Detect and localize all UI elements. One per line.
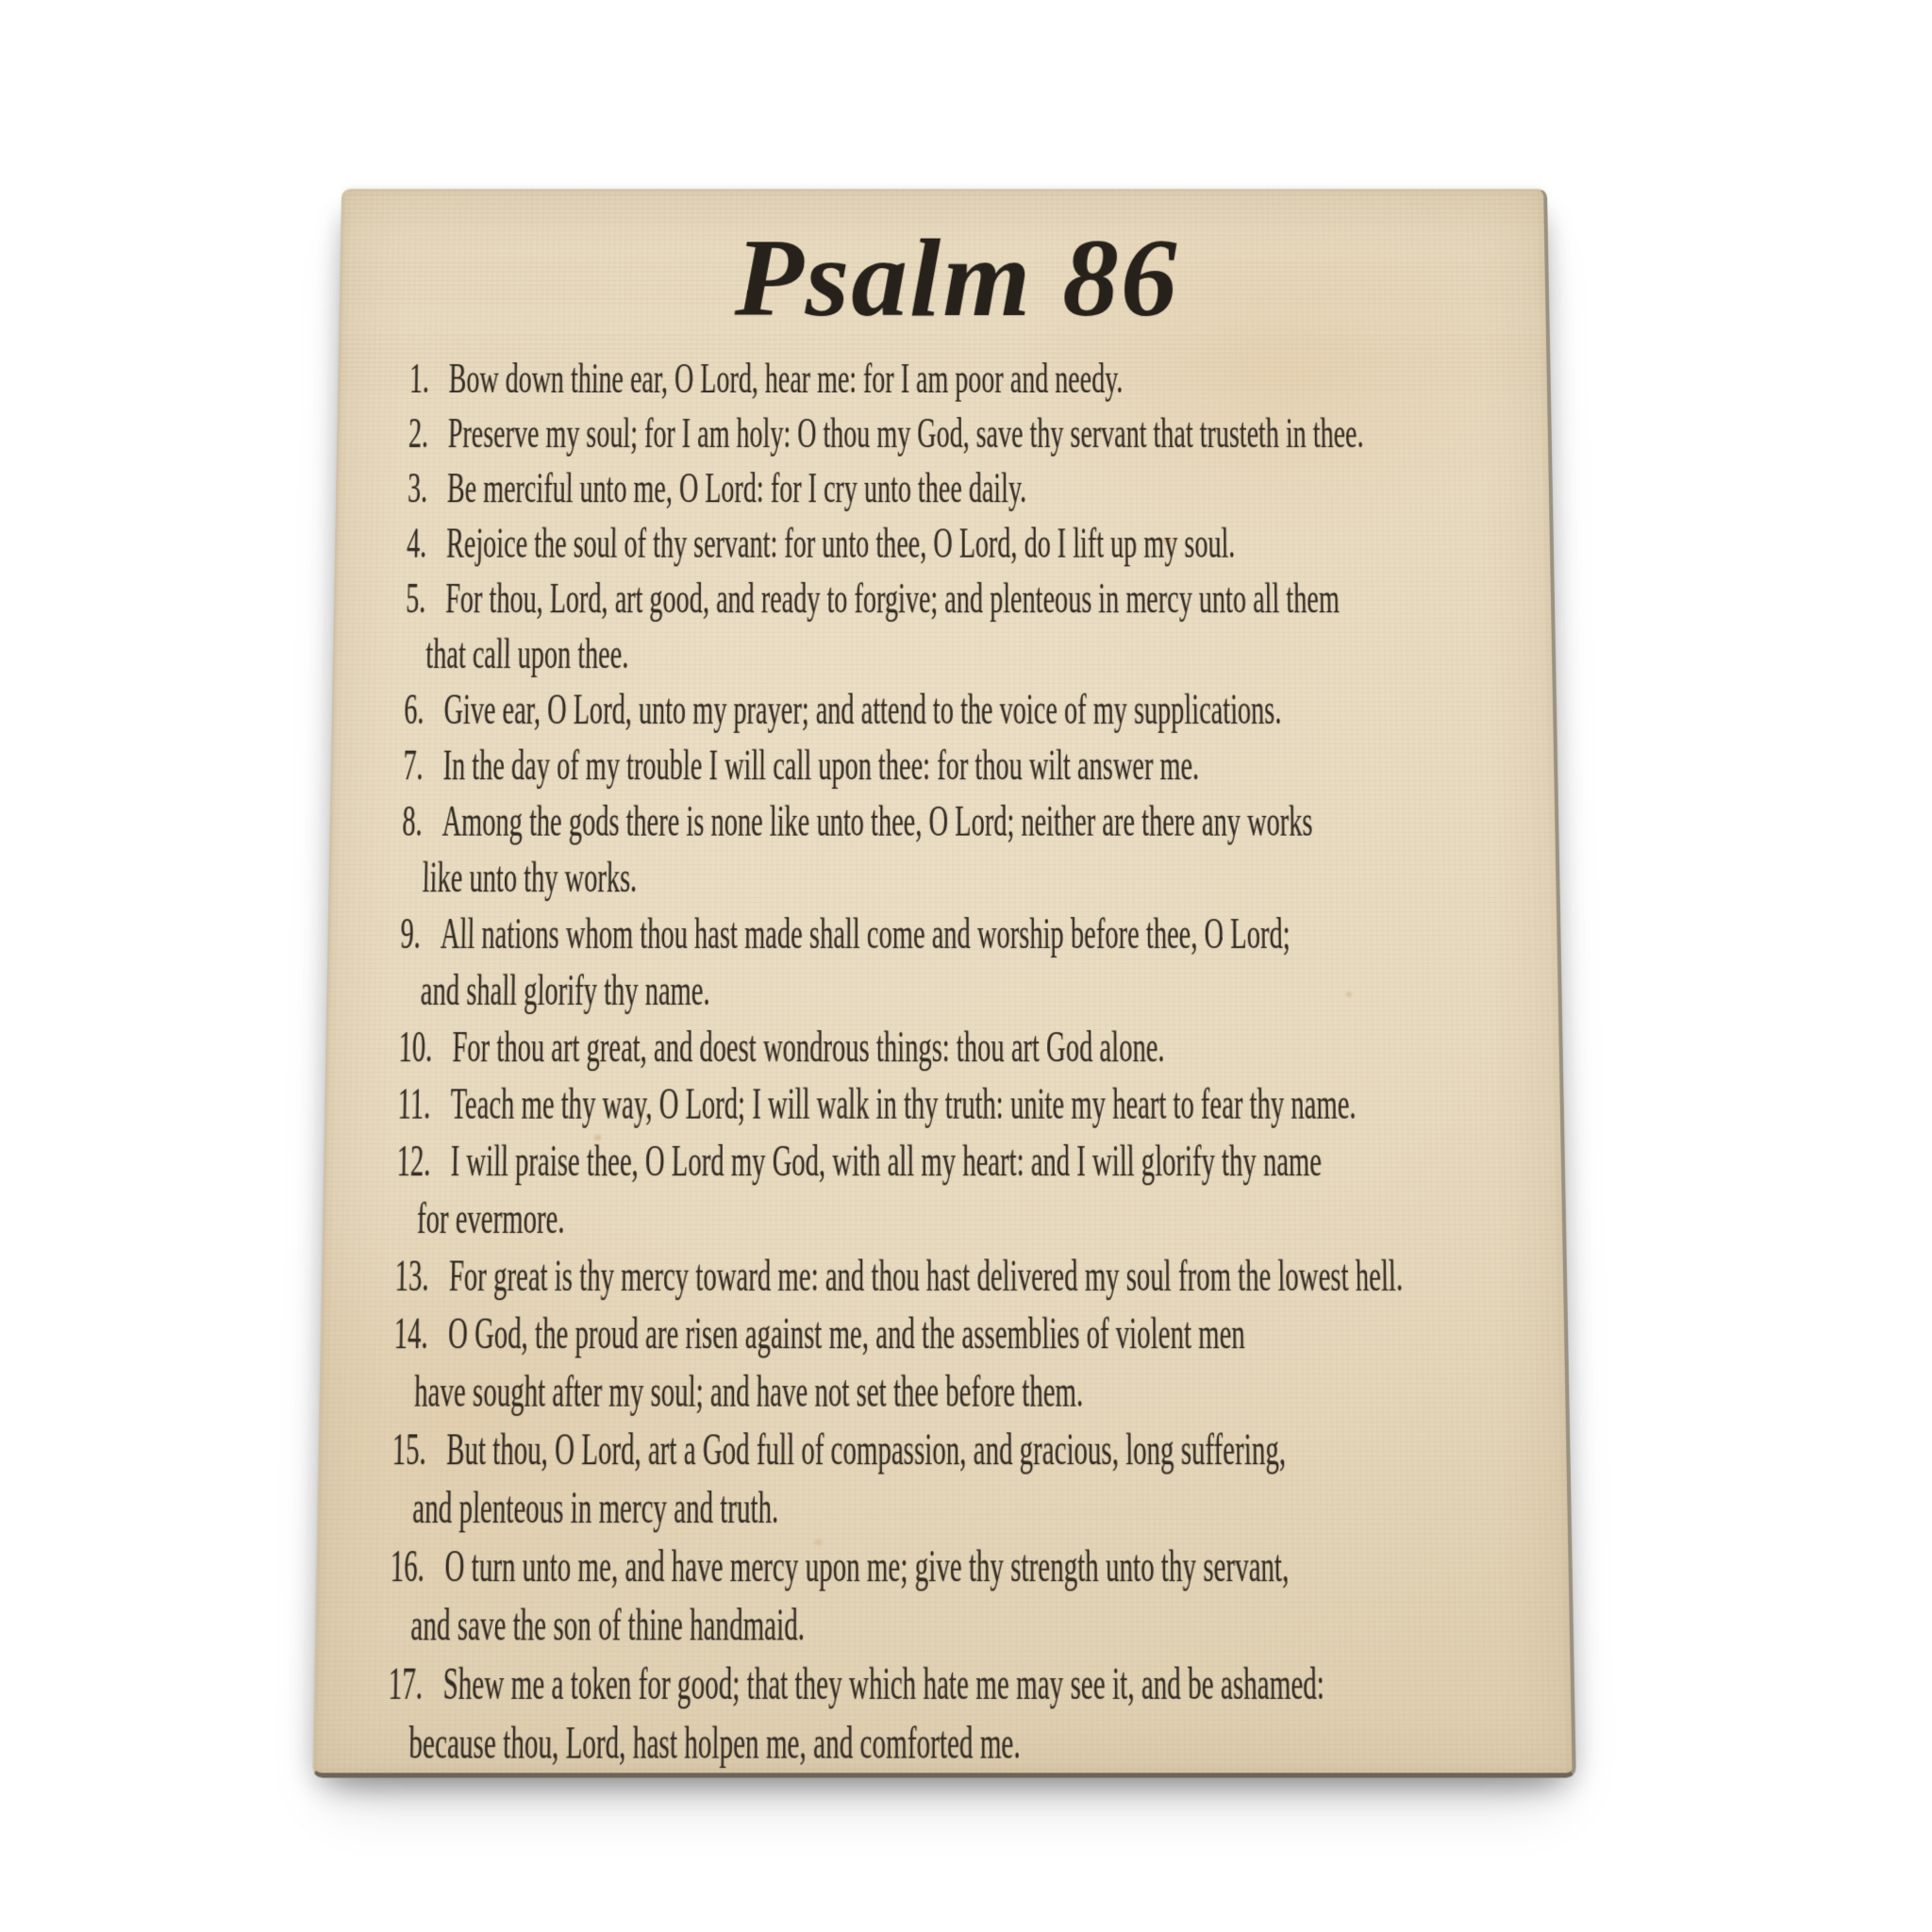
verse-continuation-line: and plenteous in mercy and truth.	[411, 1482, 779, 1533]
canvas-print	[312, 189, 1576, 1777]
verse	[405, 571, 1511, 682]
verse-first-line	[407, 516, 1509, 571]
verse-number: 2.	[408, 409, 429, 457]
verse-number: 8.	[402, 797, 424, 845]
verse-continuation-line: for evermore.	[416, 1193, 565, 1243]
verse-number: 6.	[403, 685, 425, 733]
verse-text: Bow down thine ear, O Lord, hear me: for I am poor and needy.	[448, 355, 1124, 402]
verse-text: Preserve my soul; for I am holy: O thou my God, save thy servant that trusteth in thee.	[447, 409, 1364, 457]
verse-text: Teach me thy way, O Lord; I will walk in thy truth: unite my heart to fear thy name.	[450, 1079, 1357, 1128]
verse-text: O God, the proud are risen against me, and the assemblies of violent men	[447, 1308, 1245, 1358]
verse	[391, 1421, 1525, 1538]
verse-text: For great is thy mercy toward me: and thou hast delivered my soul from the lowest hell.	[448, 1251, 1404, 1301]
verse	[387, 1655, 1529, 1773]
verse	[404, 682, 1512, 738]
verse-first-line	[396, 1133, 1520, 1191]
verse-continuation-line: because thou, Lord, hast holpen me, and comforted me.	[408, 1717, 1021, 1769]
verse-continuation-line: that call upon thee.	[425, 629, 629, 677]
verse-text: Be merciful unto me, O Lord: for I cry unto thee daily.	[446, 464, 1027, 511]
verse-text: In the day of my trouble I will call upon thee: for thou wilt answer me.	[442, 741, 1200, 790]
verse	[401, 793, 1515, 906]
verse-text: But thou, O Lord, art a God full of compassion, and gracious, long suffering,	[445, 1424, 1287, 1474]
verse	[397, 1075, 1519, 1132]
verse-continuation-line: like unto thy works.	[422, 853, 638, 902]
verse-first-line	[390, 1538, 1526, 1596]
verse-text: O turn unto me, and have mercy upon me; give thy strength unto thy servant,	[444, 1541, 1290, 1591]
verse-number: 11.	[397, 1079, 431, 1128]
verse-number: 1.	[408, 355, 430, 402]
verse-list	[387, 352, 1529, 1774]
verse	[407, 516, 1509, 571]
verse-number: 14.	[393, 1308, 429, 1358]
verse-first-line	[402, 793, 1514, 849]
verse-first-line	[398, 1019, 1518, 1075]
verse-first-line	[394, 1247, 1522, 1305]
verse-number: 15.	[391, 1424, 427, 1474]
verse-number: 4.	[406, 519, 427, 567]
verse	[389, 1538, 1527, 1655]
verse-first-line	[397, 1075, 1519, 1132]
verse	[395, 1133, 1521, 1248]
verse-number: 5.	[405, 575, 426, 623]
verse-number: 13.	[394, 1251, 430, 1301]
verse	[394, 1247, 1522, 1305]
verse-first-line	[400, 906, 1516, 962]
verse-first-line	[404, 682, 1512, 738]
verse	[403, 738, 1513, 793]
verse-first-line	[388, 1655, 1528, 1714]
verse-text: Give ear, O Lord, unto my prayer; and attend to the voice of my supplications.	[443, 685, 1282, 733]
verse-text: For thou art great, and doest wondrous things: thou art God alone.	[452, 1023, 1165, 1072]
verse	[398, 1019, 1518, 1075]
verse-continuation-line: have sought after my soul; and have not set thee before them.	[413, 1366, 1084, 1416]
verse-text: For thou, Lord, art good, and ready to forgive; and plenteous in mercy unto all them	[444, 575, 1341, 623]
verse-first-line	[406, 571, 1510, 626]
psalm-title: Psalm 86	[734, 217, 1179, 341]
verse-continuation-line: and shall glorify thy name.	[420, 965, 710, 1015]
verse	[392, 1305, 1524, 1421]
verse-text: Shew me a token for good; that they which hate me may see it, and be ashamed:	[442, 1658, 1325, 1709]
verse-number: 16.	[390, 1541, 425, 1591]
verse-text: Rejoice the soul of thy servant: for unto thee, O Lord, do I lift up my soul.	[445, 519, 1236, 567]
verse	[408, 461, 1508, 516]
verse-number: 10.	[398, 1023, 433, 1072]
verse	[409, 352, 1507, 407]
verse-continuation-line: and save the son of thine handmaid.	[410, 1599, 806, 1650]
verse-number: 7.	[403, 741, 425, 790]
verse-first-line	[408, 461, 1508, 516]
verse-first-line	[409, 352, 1507, 407]
verse-text: I will praise thee, O Lord my God, with all my heart: and I will glorify thy name	[450, 1136, 1323, 1186]
verse-first-line	[391, 1421, 1524, 1479]
verse	[408, 406, 1507, 460]
verse-number: 9.	[400, 909, 422, 958]
verse-first-line	[408, 406, 1507, 460]
verse-first-line	[393, 1305, 1523, 1362]
verse-number: 3.	[407, 464, 428, 511]
verse-text: Among the gods there is none like unto thee, O Lord; neither are there any works	[441, 797, 1313, 845]
verse	[399, 906, 1517, 1019]
verse-number: 17.	[388, 1658, 424, 1709]
verse-text: All nations whom thou hast made shall come and worship before thee, O Lord;	[440, 909, 1291, 958]
verse-number: 12.	[396, 1136, 431, 1186]
verse-first-line	[403, 738, 1513, 793]
